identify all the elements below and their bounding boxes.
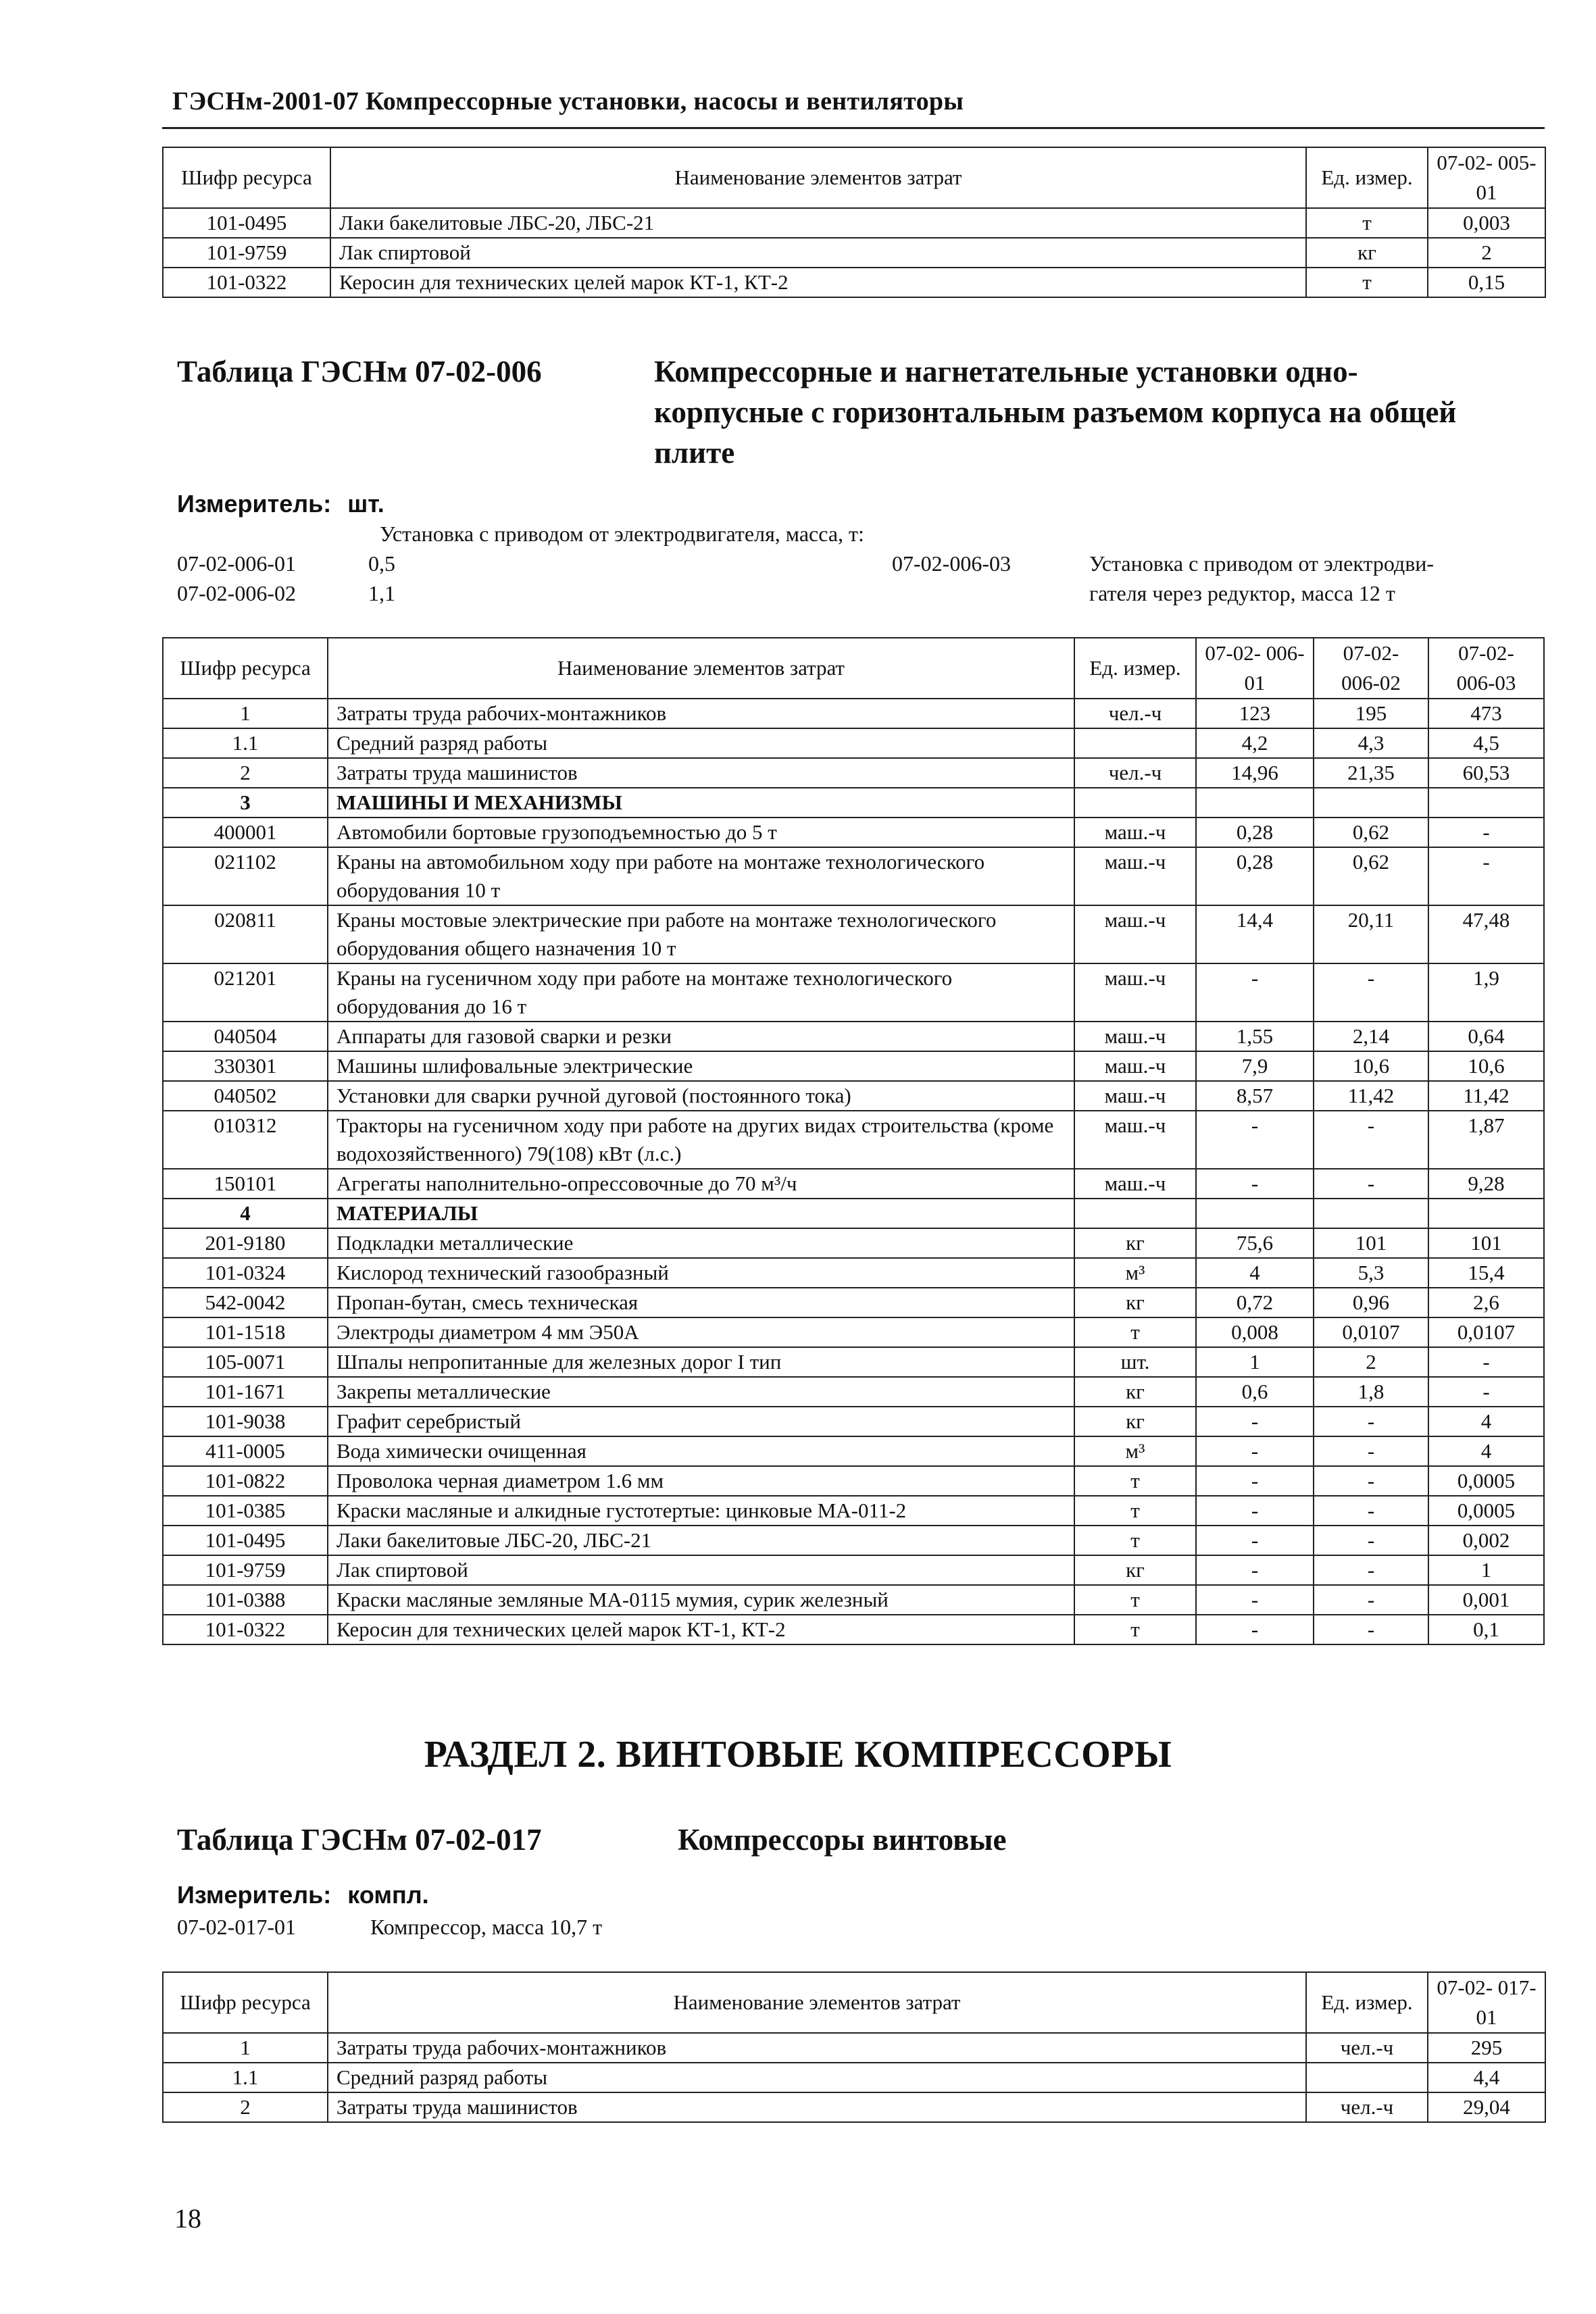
cell-name: Керосин для технических целей марок КТ-1, КТ-2 xyxy=(330,268,1306,297)
cell-value-03: 11,42 xyxy=(1428,1081,1544,1111)
item-code-017-01: 07-02-017-01 xyxy=(177,1915,296,1939)
cell-value-02: - xyxy=(1314,1111,1428,1169)
cell-value-01: 14,4 xyxy=(1196,905,1314,963)
cell-name: Вода химически очищенная xyxy=(328,1436,1074,1466)
cell-value-02: 5,3 xyxy=(1314,1258,1428,1288)
cell-value-02: 1,8 xyxy=(1314,1377,1428,1407)
cell-name: Агрегаты наполнительно-опрессовочные до 70 м³/ч xyxy=(328,1169,1074,1199)
cell-value-01: 123 xyxy=(1196,699,1314,728)
cell-name: Лак спиртовой xyxy=(330,238,1306,268)
table-header-row xyxy=(163,147,1545,208)
cell-name: Автомобили бортовые грузоподъемностью до 5 т xyxy=(328,818,1074,847)
cell-name: Краски масляные земляные МА-0115 мумия, сурик железный xyxy=(328,1585,1074,1615)
cell-name: Лаки бакелитовые ЛБС-20, ЛБС-21 xyxy=(330,208,1306,238)
cell-value-02: - xyxy=(1314,1436,1428,1466)
cell-unit: шт. xyxy=(1074,1347,1196,1377)
table-body xyxy=(163,699,1544,1644)
cell-code: 101-0324 xyxy=(163,1258,328,1288)
col-header-unit: Ед. измер. xyxy=(1074,638,1196,699)
table-row xyxy=(163,1317,1544,1347)
cell-value-02: 2,14 xyxy=(1314,1022,1428,1051)
cell-value-03: 47,48 xyxy=(1428,905,1544,963)
cell-value-01: 1 xyxy=(1196,1347,1314,1377)
col-header-code: Шифр ресурса xyxy=(163,147,330,208)
cell-unit: кг xyxy=(1074,1288,1196,1317)
cell-value-02: 195 xyxy=(1314,699,1428,728)
cell-code: 101-9038 xyxy=(163,1407,328,1436)
col-header-norm: 07-02- 017-01 xyxy=(1428,1972,1545,2033)
cell-unit: м³ xyxy=(1074,1258,1196,1288)
cell-value-01: 0,28 xyxy=(1196,818,1314,847)
cell-value-01: - xyxy=(1196,1111,1314,1169)
cell-name: Лак спиртовой xyxy=(328,1555,1074,1585)
cell-value-03: 0,0005 xyxy=(1428,1496,1544,1526)
cell-value-02: - xyxy=(1314,1526,1428,1555)
cell-code: 021102 xyxy=(163,847,328,905)
cell-value-02: - xyxy=(1314,1407,1428,1436)
cell-code: 101-0822 xyxy=(163,1466,328,1496)
cell-code: 021201 xyxy=(163,963,328,1022)
table-row xyxy=(163,699,1544,728)
cell-unit: т xyxy=(1074,1615,1196,1644)
table-row xyxy=(163,1258,1544,1288)
cell-name: Подкладки металлические xyxy=(328,1228,1074,1258)
cell-code: 3 xyxy=(163,788,328,818)
table-row xyxy=(163,1377,1544,1407)
cell-code: 101-1518 xyxy=(163,1317,328,1347)
cell-value: 295 xyxy=(1428,2033,1545,2063)
cell-value: 0,15 xyxy=(1428,268,1545,297)
cell-value-03: 1,9 xyxy=(1428,963,1544,1022)
cell-code: 101-0385 xyxy=(163,1496,328,1526)
cell-value-02: 0,62 xyxy=(1314,847,1428,905)
cell-code: 101-9759 xyxy=(163,238,330,268)
cell-value-02: - xyxy=(1314,1585,1428,1615)
cell-name: Лаки бакелитовые ЛБС-20, ЛБС-21 xyxy=(328,1526,1074,1555)
cell-code: 542-0042 xyxy=(163,1288,328,1317)
cell-value-03: 4 xyxy=(1428,1436,1544,1466)
cell-name: Затраты труда машинистов xyxy=(328,2092,1306,2122)
cell-value-03: 473 xyxy=(1428,699,1544,728)
cell-value-01: 0,72 xyxy=(1196,1288,1314,1317)
item-text-03-line2: гателя через редуктор, масса 12 т xyxy=(1089,581,1395,605)
cell-value-02: 20,11 xyxy=(1314,905,1428,963)
cell-unit: кг xyxy=(1306,238,1428,268)
cell-name: Средний разряд работы xyxy=(328,728,1074,758)
cell-value-03: 0,002 xyxy=(1428,1526,1544,1555)
col-header-code: Шифр ресурса xyxy=(163,1972,328,2033)
cell-name: Тракторы на гусеничном ходу при работе на других видах строительства (кроме водохозяйственного) 79(108) кВт (л.с.) xyxy=(328,1111,1074,1169)
col-header-norm: 07-02- 005-01 xyxy=(1428,147,1545,208)
col-header-name: Наименование элементов затрат xyxy=(328,638,1074,699)
cell-code: 411-0005 xyxy=(163,1436,328,1466)
cell-value-01: - xyxy=(1196,1169,1314,1199)
cell-unit xyxy=(1074,728,1196,758)
cell-unit: чел.-ч xyxy=(1306,2092,1428,2122)
cell-value-01: 0,28 xyxy=(1196,847,1314,905)
table-row xyxy=(163,963,1544,1022)
table-row xyxy=(163,2063,1545,2092)
cell-name: Закрепы металлические xyxy=(328,1377,1074,1407)
cell-name: Затраты труда машинистов xyxy=(328,758,1074,788)
page-number: 18 xyxy=(174,2203,201,2234)
cell-code: 1 xyxy=(163,699,328,728)
cell-value-01: - xyxy=(1196,1555,1314,1585)
table-body xyxy=(163,2033,1545,2122)
table-row xyxy=(163,1526,1544,1555)
cell-value-01 xyxy=(1196,1199,1314,1228)
table-row xyxy=(163,1407,1544,1436)
cell-name: Затраты труда рабочих-монтажников xyxy=(328,2033,1306,2063)
cell-value-03: 9,28 xyxy=(1428,1169,1544,1199)
col-header-norm-03: 07-02- 006-03 xyxy=(1428,638,1544,699)
col-header-name: Наименование элементов затрат xyxy=(330,147,1306,208)
cell-code: 150101 xyxy=(163,1169,328,1199)
table-row xyxy=(163,1081,1544,1111)
cell-name: Шпалы непропитанные для железных дорог I тип xyxy=(328,1347,1074,1377)
table-row xyxy=(163,238,1545,268)
cell-name: Аппараты для газовой сварки и резки xyxy=(328,1022,1074,1051)
table-section-row xyxy=(163,788,1544,818)
cell-value-01: 8,57 xyxy=(1196,1081,1314,1111)
col-header-norm-01: 07-02- 006-01 xyxy=(1196,638,1314,699)
cell-value: 4,4 xyxy=(1428,2063,1545,2092)
col-header-name: Наименование элементов затрат xyxy=(328,1972,1306,2033)
cell-name: Графит серебристый xyxy=(328,1407,1074,1436)
cell-value-02: - xyxy=(1314,963,1428,1022)
cell-unit: маш.-ч xyxy=(1074,1051,1196,1081)
cell-code: 330301 xyxy=(163,1051,328,1081)
cell-name: Машины шлифовальные электрические xyxy=(328,1051,1074,1081)
cell-value-02 xyxy=(1314,788,1428,818)
intro-text: Установка с приводом от электродвигателя, масса, т: xyxy=(380,522,864,546)
cell-code: 040504 xyxy=(163,1022,328,1051)
table-row xyxy=(163,208,1545,238)
table-header-row xyxy=(163,638,1544,699)
cell-name: Кислород технический газообразный xyxy=(328,1258,1074,1288)
cell-value-01: - xyxy=(1196,1585,1314,1615)
cell-unit: т xyxy=(1074,1496,1196,1526)
cell-value-03: 0,64 xyxy=(1428,1022,1544,1051)
cell-unit: маш.-ч xyxy=(1074,1169,1196,1199)
cell-unit: чел.-ч xyxy=(1306,2033,1428,2063)
cell-name: Затраты труда рабочих-монтажников xyxy=(328,699,1074,728)
cell-value-02: 2 xyxy=(1314,1347,1428,1377)
cell-name: Краны на автомобильном ходу при работе на монтаже технологического оборудования 10 т xyxy=(328,847,1074,905)
cell-value-02: - xyxy=(1314,1496,1428,1526)
cell-unit: т xyxy=(1074,1466,1196,1496)
cell-value-01: 0,008 xyxy=(1196,1317,1314,1347)
cell-value-02: 101 xyxy=(1314,1228,1428,1258)
cell-value-02: - xyxy=(1314,1615,1428,1644)
cell-value-03: 0,1 xyxy=(1428,1615,1544,1644)
cell-name: Керосин для технических целей марок КТ-1, КТ-2 xyxy=(328,1615,1074,1644)
cell-value-03: 1 xyxy=(1428,1555,1544,1585)
table-row xyxy=(163,1111,1544,1169)
table-row xyxy=(163,2092,1545,2122)
cell-value-03: 1,87 xyxy=(1428,1111,1544,1169)
meter-label: Измеритель: xyxy=(177,490,332,518)
cell-code: 2 xyxy=(163,758,328,788)
table-row xyxy=(163,1051,1544,1081)
table-row xyxy=(163,1496,1544,1526)
cell-unit: кг xyxy=(1074,1407,1196,1436)
cell-value-01: 4 xyxy=(1196,1258,1314,1288)
cell-value-01: 0,6 xyxy=(1196,1377,1314,1407)
table-row xyxy=(163,1555,1544,1585)
cell-value-02: 11,42 xyxy=(1314,1081,1428,1111)
table-row xyxy=(163,818,1544,847)
cell-value-02: 0,96 xyxy=(1314,1288,1428,1317)
table-row xyxy=(163,847,1544,905)
item-code-03: 07-02-006-03 xyxy=(892,551,1011,576)
cell-unit: маш.-ч xyxy=(1074,905,1196,963)
cell-value-03: 4,5 xyxy=(1428,728,1544,758)
cell-unit: м³ xyxy=(1074,1436,1196,1466)
cell-unit: маш.-ч xyxy=(1074,1022,1196,1051)
cell-unit xyxy=(1074,1199,1196,1228)
cell-unit: маш.-ч xyxy=(1074,963,1196,1022)
table-row xyxy=(163,1022,1544,1051)
cell-code: 040502 xyxy=(163,1081,328,1111)
cell-value: 0,003 xyxy=(1428,208,1545,238)
cell-value-02: 0,0107 xyxy=(1314,1317,1428,1347)
cell-value-03: 0,001 xyxy=(1428,1585,1544,1615)
cell-value-03: - xyxy=(1428,1377,1544,1407)
cell-name: Краски масляные и алкидные густотертые: цинковые МА-011-2 xyxy=(328,1496,1074,1526)
cell-code: 020811 xyxy=(163,905,328,963)
page-header: ГЭСНм-2001-07 Компрессорные установки, насосы и вентиляторы xyxy=(172,87,964,116)
cell-value-01: - xyxy=(1196,1466,1314,1496)
cell-unit: т xyxy=(1306,208,1428,238)
cell-value-03: 4 xyxy=(1428,1407,1544,1436)
meter-unit: компл. xyxy=(347,1881,429,1909)
cell-unit: кг xyxy=(1074,1228,1196,1258)
cell-code: 101-0388 xyxy=(163,1585,328,1615)
cell-value-02: 10,6 xyxy=(1314,1051,1428,1081)
cell-unit: т xyxy=(1074,1585,1196,1615)
cell-unit xyxy=(1074,788,1196,818)
table-row xyxy=(163,1288,1544,1317)
meter-unit: шт. xyxy=(347,490,384,518)
cell-value-03: 101 xyxy=(1428,1228,1544,1258)
table-body xyxy=(163,208,1545,297)
cell-unit: маш.-ч xyxy=(1074,818,1196,847)
cell-value-03: - xyxy=(1428,1347,1544,1377)
cell-unit: чел.-ч xyxy=(1074,758,1196,788)
table-row xyxy=(163,905,1544,963)
cell-value-03: 0,0107 xyxy=(1428,1317,1544,1347)
cell-value-01: - xyxy=(1196,1407,1314,1436)
cell-code: 101-1671 xyxy=(163,1377,328,1407)
cell-code: 101-0322 xyxy=(163,268,330,297)
table-row xyxy=(163,1585,1544,1615)
cell-value-03: 2,6 xyxy=(1428,1288,1544,1317)
cell-value-01: - xyxy=(1196,1496,1314,1526)
cell-value-02: 21,35 xyxy=(1314,758,1428,788)
cell-unit: т xyxy=(1074,1526,1196,1555)
cell-value-01: 14,96 xyxy=(1196,758,1314,788)
cell-code: 101-0495 xyxy=(163,208,330,238)
cell-value-02: - xyxy=(1314,1169,1428,1199)
cell-code: 1 xyxy=(163,2033,328,2063)
cell-value-01: 7,9 xyxy=(1196,1051,1314,1081)
cell-value: 29,04 xyxy=(1428,2092,1545,2122)
cell-unit: кг xyxy=(1074,1555,1196,1585)
cell-value-01 xyxy=(1196,788,1314,818)
cell-name: Средний разряд работы xyxy=(328,2063,1306,2092)
item-code-01: 07-02-006-01 xyxy=(177,551,296,576)
cell-name: Электроды диаметром 4 мм Э50А xyxy=(328,1317,1074,1347)
resource-table-017 xyxy=(162,1971,1546,2123)
cell-value-02: - xyxy=(1314,1466,1428,1496)
cell-code: 1.1 xyxy=(163,2063,328,2092)
cell-value-03: 60,53 xyxy=(1428,758,1544,788)
col-header-unit: Ед. измер. xyxy=(1306,147,1428,208)
item-value-02: 1,1 xyxy=(368,581,395,605)
cell-value-03 xyxy=(1428,1199,1544,1228)
item-code-02: 07-02-006-02 xyxy=(177,581,296,605)
cell-value-02: 4,3 xyxy=(1314,728,1428,758)
table-row xyxy=(163,1436,1544,1466)
cell-name: МАТЕРИАЛЫ xyxy=(328,1199,1074,1228)
cell-value-03: - xyxy=(1428,818,1544,847)
table-006-label: Таблица ГЭСНм 07-02-006 xyxy=(177,355,542,388)
table-row xyxy=(163,1466,1544,1496)
cell-value-01: 75,6 xyxy=(1196,1228,1314,1258)
meter-017 xyxy=(177,1881,429,1909)
section-title: РАЗДЕЛ 2. ВИНТОВЫЕ КОМПРЕССОРЫ xyxy=(424,1734,1172,1776)
item-value-01: 0,5 xyxy=(368,551,395,576)
cell-code: 1.1 xyxy=(163,728,328,758)
cell-code: 105-0071 xyxy=(163,1347,328,1377)
meter-006 xyxy=(177,490,384,518)
cell-value-01: - xyxy=(1196,1436,1314,1466)
cell-value-02: 0,62 xyxy=(1314,818,1428,847)
table-row xyxy=(163,1228,1544,1258)
cell-code: 101-9759 xyxy=(163,1555,328,1585)
table-017-title: Компрессоры винтовые xyxy=(678,1823,1007,1857)
cell-code: 101-0495 xyxy=(163,1526,328,1555)
table-header-row xyxy=(163,1972,1545,2033)
cell-value-01: - xyxy=(1196,963,1314,1022)
cell-value-03: - xyxy=(1428,847,1544,905)
cell-value-03: 10,6 xyxy=(1428,1051,1544,1081)
cell-value-01: - xyxy=(1196,1615,1314,1644)
cell-name: Проволока черная диаметром 1.6 мм xyxy=(328,1466,1074,1496)
cell-name: Пропан-бутан, смесь техническая xyxy=(328,1288,1074,1317)
cell-name: Установки для сварки ручной дуговой (постоянного тока) xyxy=(328,1081,1074,1111)
cell-code: 010312 xyxy=(163,1111,328,1169)
col-header-unit: Ед. измер. xyxy=(1306,1972,1428,2033)
cell-unit: маш.-ч xyxy=(1074,1081,1196,1111)
col-header-code: Шифр ресурса xyxy=(163,638,328,699)
table-017-label: Таблица ГЭСНм 07-02-017 xyxy=(177,1823,542,1857)
cell-unit: маш.-ч xyxy=(1074,847,1196,905)
table-row xyxy=(163,2033,1545,2063)
cell-value-03: 0,0005 xyxy=(1428,1466,1544,1496)
cell-unit: т xyxy=(1306,268,1428,297)
cell-unit: т xyxy=(1074,1317,1196,1347)
cell-name: МАШИНЫ И МЕХАНИЗМЫ xyxy=(328,788,1074,818)
item-text-017-01: Компрессор, масса 10,7 т xyxy=(370,1915,603,1939)
meter-label: Измеритель: xyxy=(177,1881,332,1909)
cell-code: 101-0322 xyxy=(163,1615,328,1644)
cell-value-03: 15,4 xyxy=(1428,1258,1544,1288)
table-006-title: Компрессорные и нагнетательные установки одно-корпусные с горизонтальным разъемом корпуса на общей плите xyxy=(654,355,1457,470)
cell-name: Краны мостовые электрические при работе на монтаже технологического оборудования общего назначения 10 т xyxy=(328,905,1074,963)
cell-code: 4 xyxy=(163,1199,328,1228)
cell-value-01: 4,2 xyxy=(1196,728,1314,758)
cell-unit xyxy=(1306,2063,1428,2092)
header-rule xyxy=(162,127,1545,129)
table-row xyxy=(163,1615,1544,1644)
table-row xyxy=(163,1169,1544,1199)
table-row xyxy=(163,758,1544,788)
col-header-norm-02: 07-02- 006-02 xyxy=(1314,638,1428,699)
resource-table-006 xyxy=(162,637,1545,1645)
item-text-03-line1: Установка с приводом от электродви- xyxy=(1089,551,1435,576)
cell-name: Краны на гусеничном ходу при работе на монтаже технологического оборудования до 16 т xyxy=(328,963,1074,1022)
cell-value-02 xyxy=(1314,1199,1428,1228)
table-section-row xyxy=(163,1199,1544,1228)
cell-value-03 xyxy=(1428,788,1544,818)
cell-unit: кг xyxy=(1074,1377,1196,1407)
table-row xyxy=(163,728,1544,758)
cell-value-02: - xyxy=(1314,1555,1428,1585)
table-row xyxy=(163,1347,1544,1377)
cell-value-01: - xyxy=(1196,1526,1314,1555)
cell-unit: маш.-ч xyxy=(1074,1111,1196,1169)
cell-value-01: 1,55 xyxy=(1196,1022,1314,1051)
cell-code: 201-9180 xyxy=(163,1228,328,1258)
table-row xyxy=(163,268,1545,297)
cell-code: 400001 xyxy=(163,818,328,847)
cell-unit: чел.-ч xyxy=(1074,699,1196,728)
cell-code: 2 xyxy=(163,2092,328,2122)
resource-table-005 xyxy=(162,147,1546,298)
cell-value: 2 xyxy=(1428,238,1545,268)
